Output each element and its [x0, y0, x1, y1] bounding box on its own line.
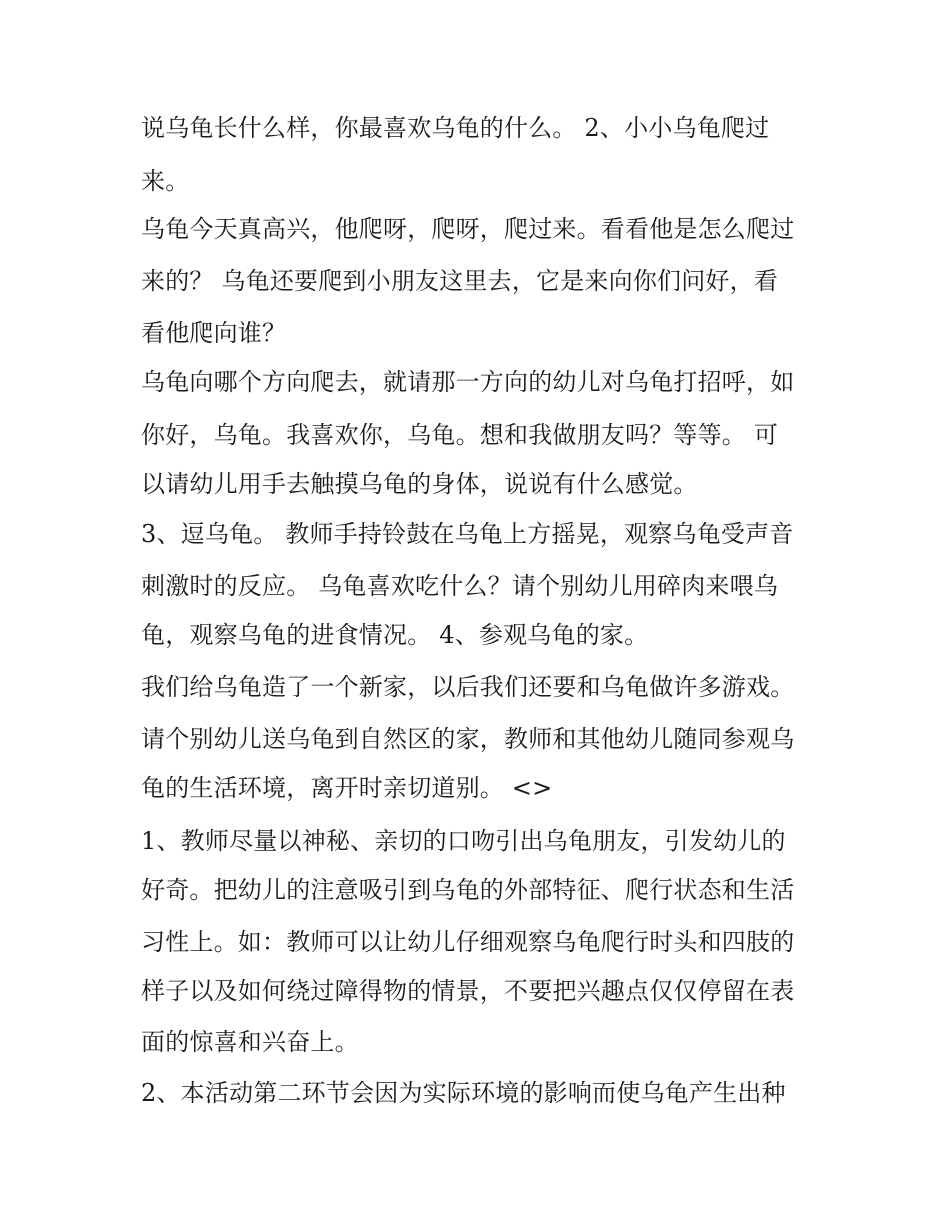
text-line: 1、教师尽量以神秘、亲切的口吻引出乌龟朋友，引发幼儿的 [141, 827, 786, 855]
text-line: 来的？ 乌龟还要爬到小朋友这里去，它是来向你们问好，看 [141, 267, 779, 295]
text-line: 3、逗乌龟。 教师手持铃鼓在乌龟上方摇晃，观察乌龟受声音 [141, 520, 794, 548]
text-line: 乌龟向哪个方向爬去，就请那一方向的幼儿对乌龟打招呼，如 [141, 368, 795, 396]
text-line: 我们给乌龟造了一个新家，以后我们还要和乌龟做许多游戏。 [141, 673, 795, 701]
text-line: 你好，乌龟。我喜欢你，乌龟。想和我做朋友吗？等等。 可 [141, 421, 779, 449]
text-line: 好奇。把幼儿的注意吸引到乌龟的外部特征、爬行状态和生活 [141, 876, 795, 904]
text-line: 龟，观察乌龟的进食情况。 4、参观乌龟的家。 [141, 621, 649, 649]
text-line: 样子以及如何绕过障得物的情景，不要把兴趣点仅仅停留在表 [141, 977, 795, 1005]
text-line: 来。 [141, 167, 190, 195]
text-line: 面的惊喜和兴奋上。 [141, 1028, 359, 1056]
text-line: 说乌龟长什么样，你最喜欢乌龟的什么。 2、小小乌龟爬过 [141, 114, 770, 142]
text-line: 请个别幼儿送乌龟到自然区的家，教师和其他幼儿随同参观乌 [141, 725, 795, 753]
text-line: 刺激时的反应。 乌龟喜欢吃什么？请个别幼儿用碎肉来喂乌 [141, 572, 779, 600]
text-line: 龟的生活环境，离开时亲切道别。 <> [141, 774, 553, 802]
text-line: 乌龟今天真高兴，他爬呀，爬呀，爬过来。看看他是怎么爬过 [141, 215, 795, 243]
text-line: 以请幼儿用手去触摸乌龟的身体，说说有什么感觉。 [141, 470, 698, 498]
text-line: 2、本活动第二环节会因为实际环境的影响而使乌龟产生出种 [141, 1079, 786, 1107]
text-line: 习性上。如：教师可以让幼儿仔细观察乌龟爬行时头和四肢的 [141, 928, 795, 956]
text-line: 看他爬向谁？ [141, 319, 287, 347]
